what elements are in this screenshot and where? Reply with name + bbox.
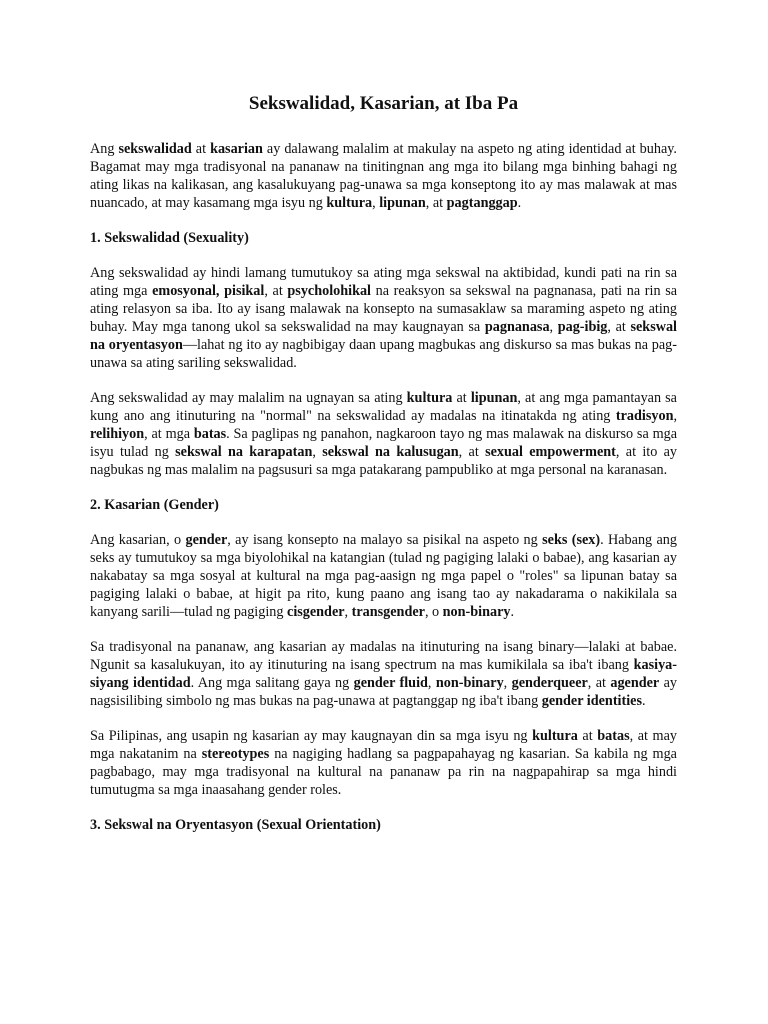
bold-term: stereotypes xyxy=(201,746,270,762)
bold-term: pagtanggap xyxy=(446,195,518,211)
text-run: at xyxy=(452,390,471,406)
text-run: . Ang mga salitang gaya ng xyxy=(190,675,354,691)
section-heading-gender: 2. Kasarian (Gender) xyxy=(90,497,219,513)
text-run: —lahat ng ito ay nagbibigay daan upang magbukas ang diskurso sa mas bukas na pag-unawa sa ating sariling sekswalidad. xyxy=(90,337,677,371)
text-run: , at mga xyxy=(144,426,194,442)
text-run: Ang sekswalidad ay hindi lamang tumutukoy sa ating mga sekswal na aktibidad, kundi pati na rin sa ating mga xyxy=(90,265,677,299)
text-run: , at xyxy=(587,675,611,691)
text-run: . Habang ang seks ay tumutukoy sa mga biyolohikal na katangian (tulad ng pagiging lalaki o babae), ang kasarian ay nakabatay sa mga sosyal at kultural na mga pag-aasign ng mga papel o "roles" sa lipunan batay sa pagiging lalaki o babae, at higit pa rito, kung paano ang isang tao ay nakadarama o nakikilala sa kanyang sarili—tulad ng pagiging xyxy=(90,532,677,620)
text-run: , at xyxy=(425,195,447,211)
bold-term: sekswal na kalusugan xyxy=(322,444,459,460)
bold-term: sekswal na karapatan xyxy=(175,444,313,460)
bold-term: kultura xyxy=(326,195,373,211)
text-run: Sa tradisyonal na pananaw, ang kasarian ay madalas na itinuturing na isang binary—lalaki at babae. Ngunit sa kasalukuyan, ito ay itinuturing na isang spectrum na mas kumikilala sa iba't ibang xyxy=(90,639,677,673)
document-page xyxy=(90,92,677,851)
text-run: ay dalawang malalim at makulay na aspeto ng ating identidad at buhay. Bagamat may mga tradisyonal na pananaw na tinitingnan ang mga ito bilang mga binhing bahagi ng ating likas na kalikasan, ang kasalukuyang pag-unawa sa mga konseptong ito ay mas malawak at mas nuancado, at may kasamang mga isyu ng xyxy=(90,141,677,211)
bold-term: sekswalidad xyxy=(118,141,192,157)
gender-paragraph-3 xyxy=(90,727,677,799)
bold-term: kasiya-siyang identidad xyxy=(90,657,677,691)
text-run: , at ang mga pamantayan sa kung ano ang itinuturing na "normal" na sekswalidad ay madalas na itinatakda ng ating xyxy=(90,390,677,424)
bold-term: non-binary xyxy=(435,675,504,691)
text-run: Ang xyxy=(90,141,119,157)
gender-paragraph-1 xyxy=(90,531,677,621)
text-run: na reaksyon sa sekswal na pagnanasa, pati na rin sa ating relasyon sa iba. Ito ay isang malawak na konsepto na sumasaklaw sa maraming aspeto ng ating buhay. May mga tanong ukol sa sekswalidad na may kaugnayan sa xyxy=(90,283,678,335)
text-run: at xyxy=(191,141,211,157)
bold-term: emosyonal, pisikal xyxy=(152,283,265,299)
text-run: , xyxy=(503,675,512,691)
bold-term: psycholohikal xyxy=(287,283,372,299)
intro-paragraph xyxy=(90,140,677,212)
bold-term: transgender xyxy=(351,604,425,620)
bold-term: agender xyxy=(610,675,660,691)
text-run: Sa Pilipinas, ang usapin ng kasarian ay may kaugnayan din sa mga isyu ng xyxy=(90,728,533,744)
text-run: ay nagsisilibing simbolo ng mas bukas na pag-unawa at pagtanggap ng iba't ibang xyxy=(90,675,678,709)
section-heading-sexuality: 1. Sekswalidad (Sexuality) xyxy=(90,230,249,246)
bold-term: kultura xyxy=(406,390,453,406)
bold-term: pagnanasa xyxy=(484,319,550,335)
sexuality-paragraph-1 xyxy=(90,264,677,372)
section-heading-sexual-orientation: 3. Sekswal na Oryentasyon (Sexual Orientation) xyxy=(90,817,381,833)
bold-term: relihiyon xyxy=(90,426,145,442)
text-run: na nagiging hadlang sa pagpapahayag ng kasarian. Sa kabila ng mga pagbabago, may mga tradisyonal na kultural na pananaw pa rin na nagpapahirap sa mga hindi tumutugma sa mga inaasahang gender roles. xyxy=(90,746,677,798)
text-run: , xyxy=(427,675,436,691)
text-run: , at xyxy=(607,319,631,335)
text-run: Ang sekswalidad ay may malalim na ugnayan sa ating xyxy=(90,390,407,406)
text-run: , xyxy=(673,408,677,424)
bold-term: gender xyxy=(185,532,228,548)
text-run: , at xyxy=(458,444,486,460)
text-run: . xyxy=(510,604,515,620)
text-run: , xyxy=(372,195,380,211)
sexuality-paragraph-2 xyxy=(90,389,677,479)
bold-term: kultura xyxy=(532,728,578,744)
bold-term: cisgender xyxy=(287,604,345,620)
text-run: Ang kasarian, o xyxy=(90,532,186,548)
text-run: . xyxy=(641,693,646,709)
gender-paragraph-2 xyxy=(90,638,677,710)
text-run: , at xyxy=(264,283,288,299)
text-run: . xyxy=(517,195,522,211)
text-run: , at may mga nakatanim na xyxy=(90,728,677,762)
bold-term: gender fluid xyxy=(353,675,428,691)
bold-term: batas xyxy=(193,426,227,442)
bold-term: genderqueer xyxy=(511,675,588,691)
text-run: , xyxy=(312,444,323,460)
bold-term: batas xyxy=(597,728,630,744)
text-run: , ay isang konsepto na malayo sa pisikal na aspeto ng xyxy=(227,532,543,548)
bold-term: non-binary xyxy=(442,604,511,620)
text-run: , xyxy=(344,604,352,620)
bold-term: gender identities xyxy=(541,693,642,709)
bold-term: tradisyon xyxy=(615,408,674,424)
text-run: . Sa paglipas ng panahon, nagkaroon tayo ng mas malawak na diskurso sa mga isyu tulad ng xyxy=(90,426,677,460)
bold-term: seks (sex) xyxy=(542,532,601,548)
bold-term: sexual empowerment xyxy=(485,444,616,460)
bold-term: kasarian xyxy=(210,141,263,157)
text-run: at xyxy=(577,728,598,744)
text-run: , xyxy=(549,319,558,335)
document-title: Sekswalidad, Kasarian, at Iba Pa xyxy=(248,93,519,114)
bold-term: pag-ibig xyxy=(557,319,608,335)
bold-term: lipunan xyxy=(379,195,426,211)
text-run: , o xyxy=(424,604,443,620)
bold-term: lipunan xyxy=(470,390,518,406)
text-run: , at ito ay nagbukas ng mas malalim na pagsusuri sa mga patakarang pampubliko at mga personal na karanasan. xyxy=(90,444,677,478)
bold-term: sekswal na oryentasyon xyxy=(90,319,677,353)
